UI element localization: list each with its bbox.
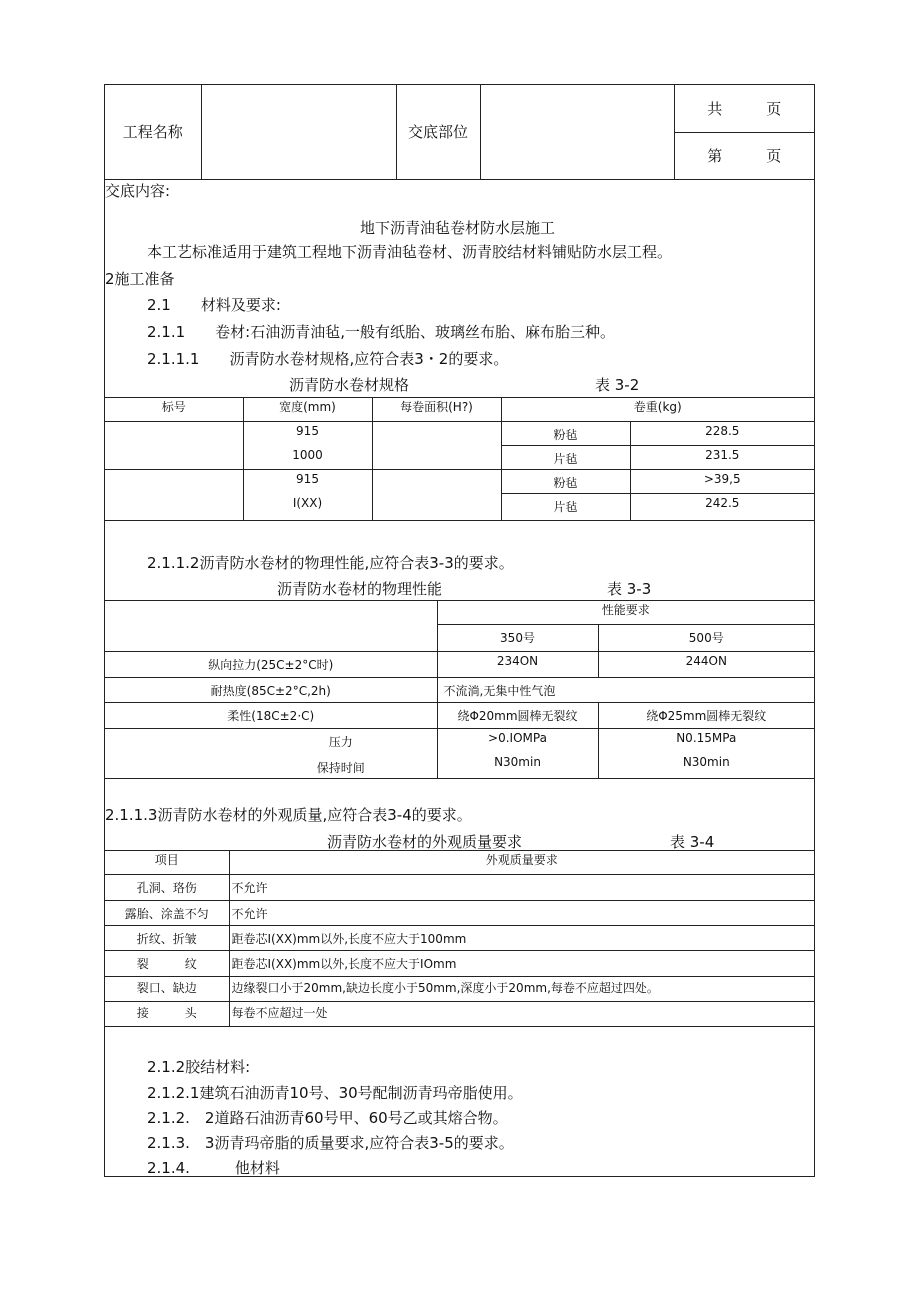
t33-time-350: N30min: [494, 755, 541, 769]
t33-time-label: 保持时间: [316, 761, 365, 775]
table-3-3: [105, 600, 814, 779]
section-2-1-1: 2.1.1 卷材:石油沥青油毡,一般有纸胎、玻璃丝布胎、麻布胎三种。: [147, 323, 615, 341]
total-pages-cell: [674, 85, 814, 132]
disclosure-part-label: 交底部位: [396, 85, 480, 179]
t34-header-requirement: 外观质量要求: [229, 851, 814, 875]
t32-weight: 231.5: [630, 446, 814, 470]
page-suffix: 页: [766, 147, 782, 165]
t32-header-weight: 卷重(kg): [501, 398, 814, 422]
table-3-2: [105, 397, 814, 521]
t33-flex-350: 绕Φ20mm圆棒无裂纹: [437, 703, 598, 729]
table-3-4-number: 表 3-4: [670, 833, 715, 851]
t33-flex-500: 绕Φ25mm圆棒无裂纹: [598, 703, 814, 729]
t32-type: 粉毡: [501, 422, 630, 446]
project-name-field[interactable]: [201, 85, 396, 179]
t34-requirement: 边缘裂口小于20mm,缺边长度小于50mm,深度小于20mm,每卷不应超过四处。: [229, 977, 814, 1002]
t33-heat-value: 不流淌,无集中性气泡: [437, 678, 814, 703]
t34-requirement: 不允许: [229, 901, 814, 926]
t33-grade-500: 500号: [598, 625, 814, 652]
section-2-heading: 2施工准备: [105, 270, 175, 288]
page-number-cell: [674, 132, 814, 179]
t32-type: 片毡: [501, 494, 630, 521]
project-name-label: 工程名称: [105, 85, 201, 179]
t34-requirement: 距卷芯I(XX)mm以外,长度不应大于100mm: [229, 926, 814, 951]
t34-requirement: 每卷不应超过一处: [229, 1002, 814, 1027]
t32-header-area: 每卷面积(H?): [372, 398, 501, 422]
document-title: 地下沥青油毡卷材防水层施工: [360, 219, 556, 237]
t33-tensile-500: 244ON: [598, 652, 814, 678]
section-2-1-3: 2.1.3. 3沥青玛帝脂的质量要求,应符合表3-5的要求。: [147, 1134, 514, 1152]
t32-grade-cell: [105, 422, 243, 470]
document-frame: [104, 84, 815, 1177]
section-2-1-2: 2.1.2胶结材料:: [147, 1058, 251, 1076]
t34-item: 折纹、折皱: [105, 926, 229, 951]
header-table: [105, 85, 814, 180]
t33-pressure-350-cell: [437, 729, 598, 779]
table-3-4: [105, 850, 814, 1027]
page-prefix: 第: [707, 147, 723, 165]
t33-flex-label: 柔性(18C±2·C): [105, 703, 437, 729]
section-2-1: 2.1 材料及要求:: [147, 296, 281, 314]
section-2-1-4: 2.1.4. 他材料: [147, 1159, 280, 1177]
t34-requirement: 不允许: [229, 875, 814, 901]
t33-pressure-500-cell: [598, 729, 814, 779]
t32-header-grade: 标号: [105, 398, 243, 422]
t33-time-500: N30min: [682, 755, 730, 769]
t33-perf-header: 性能要求: [437, 601, 814, 625]
t32-type: 粉毡: [501, 470, 630, 494]
t32-weight: >39,5: [630, 470, 814, 494]
t32-width-b: I(XX): [292, 496, 323, 510]
section-2-1-1-1: 2.1.1.1 沥青防水卷材规格,应符合表3・2的要求。: [147, 350, 509, 368]
t33-heat-label: 耐热度(85C±2°C,2h): [105, 678, 437, 703]
t33-pressure-label: 压力: [328, 735, 353, 749]
t34-item: 孔洞、珞伤: [105, 875, 229, 901]
disclosure-part-field[interactable]: [480, 85, 674, 179]
section-2-1-1-3: 2.1.1.3沥青防水卷材的外观质量,应符合表3-4的要求。: [105, 806, 472, 824]
t34-header-item: 项目: [105, 851, 229, 875]
t32-weight: 242.5: [630, 494, 814, 521]
t32-width-b: 1000: [292, 448, 323, 462]
t33-tensile-350: 234ON: [437, 652, 598, 678]
total-prefix: 共: [707, 99, 723, 118]
t32-header-width: 宽度(mm): [243, 398, 372, 422]
intro-paragraph: 本工艺标准适用于建筑工程地下沥青油毡卷材、沥青胶结材料铺贴防水层工程。: [147, 243, 673, 261]
section-2-1-1-2: 2.1.1.2沥青防水卷材的物理性能,应符合表3-3的要求。: [147, 554, 514, 572]
t32-area-cell: [372, 470, 501, 521]
content-label: 交底内容:: [105, 182, 171, 200]
t32-width-cell: [243, 470, 372, 521]
t34-item: 裂口、缺边: [105, 977, 229, 1002]
section-2-1-2-2: 2.1.2. 2道路石油沥青60号甲、60号乙或其熔合物。: [147, 1109, 508, 1127]
table-3-3-number: 表 3-3: [607, 580, 652, 598]
table-3-4-title: 沥青防水卷材的外观质量要求: [327, 833, 523, 851]
t32-width-cell: [243, 422, 372, 470]
table-3-3-title: 沥青防水卷材的物理性能: [277, 580, 443, 598]
t34-item: 接 头: [105, 1002, 229, 1027]
table-3-2-title: 沥青防水卷材规格: [289, 376, 410, 394]
table-3-2-number: 表 3-2: [595, 376, 640, 394]
t34-item: 露胎、涂盖不匀: [105, 901, 229, 926]
t32-weight: 228.5: [630, 422, 814, 446]
section-2-1-2-1: 2.1.2.1建筑石油沥青10号、30号配制沥青玛帝脂使用。: [147, 1084, 523, 1102]
t32-grade-cell: [105, 470, 243, 521]
t32-area-cell: [372, 422, 501, 470]
t33-grade-350: 350号: [437, 625, 598, 652]
t33-blank-header: [105, 601, 437, 652]
t34-item: 裂 纹: [105, 951, 229, 977]
t33-pressure-350: >0.IOMPa: [488, 731, 547, 745]
t32-width-a: 915: [296, 472, 319, 486]
t32-type: 片毡: [501, 446, 630, 470]
t34-requirement: 距卷芯I(XX)mm以外,长度不应大于IOmm: [229, 951, 814, 977]
t33-pressure-label-cell: [105, 729, 437, 779]
total-suffix: 页: [766, 99, 782, 118]
t32-width-a: 915: [296, 424, 319, 438]
t33-tensile-label: 纵向拉力(25C±2°C时): [105, 652, 437, 678]
t33-pressure-500: N0.15MPa: [676, 731, 737, 745]
